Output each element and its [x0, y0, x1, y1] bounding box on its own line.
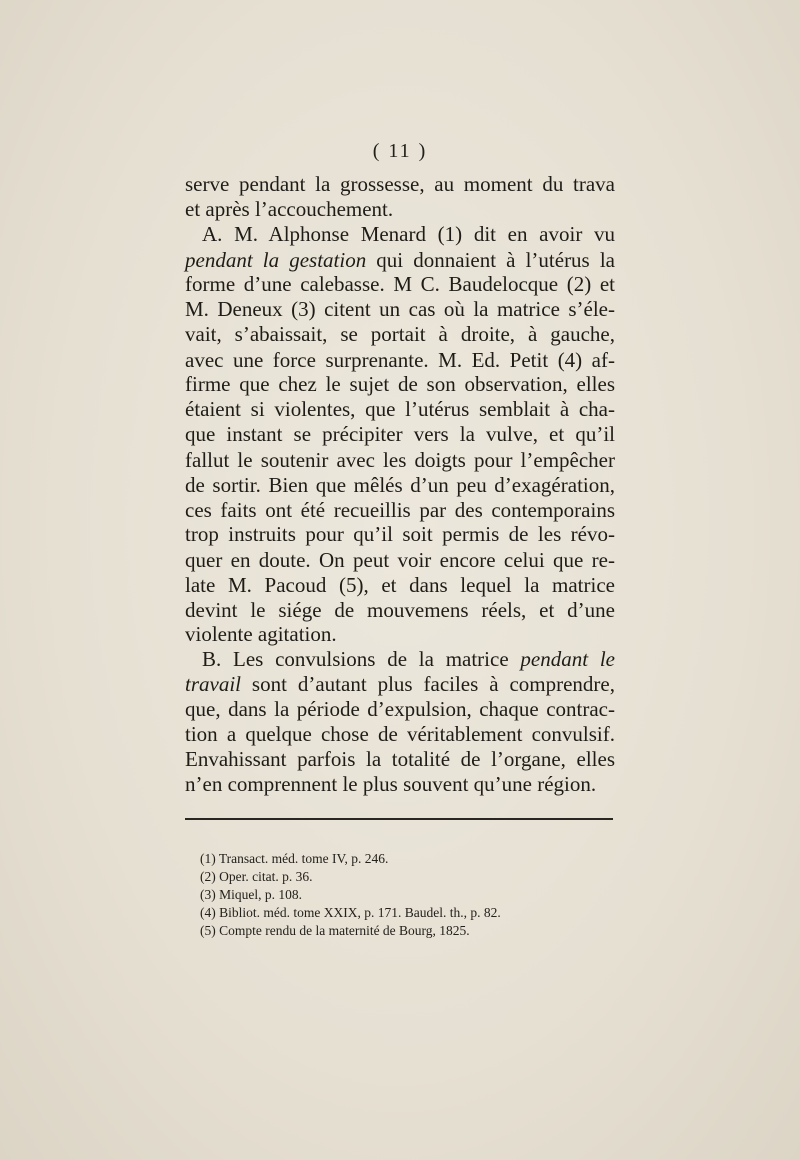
line-text: late M. Pacoud (5), et dans lequel la matrice	[185, 573, 615, 597]
text-line	[185, 172, 615, 196]
line-text: quer en doute. On peut voir encore celui que re-	[185, 548, 615, 572]
line-text: n’en comprennent le plus souvent qu’une région.	[185, 772, 597, 796]
footnote: (1) Transact. méd. tome IV, p. 246.	[200, 851, 389, 866]
line-text: firme que chez le sujet de son observation, elles	[185, 372, 615, 396]
footnote: (3) Miquel, p. 108.	[200, 887, 302, 902]
line-text: sont d’autant plus faciles à comprendre,	[241, 672, 615, 696]
line-text: vait, s’abaissait, se portait à droite, à gauche,	[185, 322, 615, 346]
line-text: M. Deneux (3) citent un cas où la matrice s’éle-	[185, 297, 615, 321]
line-text: de sortir. Bien que mêlés d’un peu d’exagération,	[185, 473, 615, 497]
line-text: qui donnaient à l’utérus la	[366, 248, 615, 272]
line-text: B. Les convulsions de la matrice	[202, 647, 521, 671]
line-text: violente agitation.	[185, 622, 337, 646]
text-line	[185, 372, 615, 396]
text-line	[185, 573, 615, 597]
text-line	[185, 197, 615, 221]
line-text: Envahissant parfois la totalité de l’organe, elles	[185, 747, 615, 771]
italic-text: pendant la gestation	[185, 248, 367, 272]
text-line	[202, 222, 615, 246]
text-line	[185, 248, 615, 272]
line-text: que, dans la période d’expulsion, chaque contrac-	[185, 697, 615, 721]
text-line	[185, 297, 615, 321]
text-line	[185, 672, 615, 696]
line-text: fallut le soutenir avec les doigts pour l’empêcher	[185, 448, 615, 472]
line-text: et après l’accouchement.	[185, 197, 394, 221]
footnote: (4) Bibliot. méd. tome XXIX, p. 171. Baudel. th., p. 82.	[200, 905, 501, 920]
text-line	[185, 722, 615, 746]
text-line	[185, 348, 615, 372]
text-line	[185, 448, 615, 472]
footnote-rule	[185, 818, 613, 820]
text-line	[185, 272, 615, 296]
text-line	[185, 498, 615, 522]
line-text: que instant se précipiter vers la vulve, et qu’il	[185, 422, 615, 446]
text-line	[185, 522, 615, 546]
line-text: devint le siége de mouvemens réels, et d’une	[185, 598, 615, 622]
text-line	[185, 697, 615, 721]
text-line	[185, 548, 615, 572]
line-text: forme d’une calebasse. M C. Baudelocque (2) et	[185, 272, 615, 296]
footnote: (5) Compte rendu de la maternité de Bourg, 1825.	[200, 923, 470, 938]
line-text: tion a quelque chose de véritablement convulsif.	[185, 722, 615, 746]
text-line	[185, 772, 615, 796]
text-line	[185, 622, 615, 646]
line-text: ces faits ont été recueillis par des contemporains	[185, 498, 615, 522]
text-line	[185, 322, 615, 346]
line-text: trop instruits pour qu’il soit permis de les révo-	[185, 522, 615, 546]
page-number: ( 11 )	[372, 140, 428, 162]
line-text: avec une force surprenante. M. Ed. Petit (4) af-	[185, 348, 615, 372]
line-text: serve pendant la grossesse, au moment du trava	[185, 172, 615, 196]
text-line	[185, 598, 615, 622]
italic-text: travail	[185, 672, 241, 696]
line-text: étaient si violentes, que l’utérus semblait à cha-	[185, 397, 615, 421]
italic-text: pendant le	[520, 647, 615, 671]
text-line	[185, 422, 615, 446]
footnote: (2) Oper. citat. p. 36.	[200, 869, 313, 884]
text-line	[185, 747, 615, 771]
text-line	[185, 397, 615, 421]
text-line	[185, 473, 615, 497]
text-line	[202, 647, 615, 671]
line-text: A. M. Alphonse Menard (1) dit en avoir vu	[202, 222, 615, 246]
